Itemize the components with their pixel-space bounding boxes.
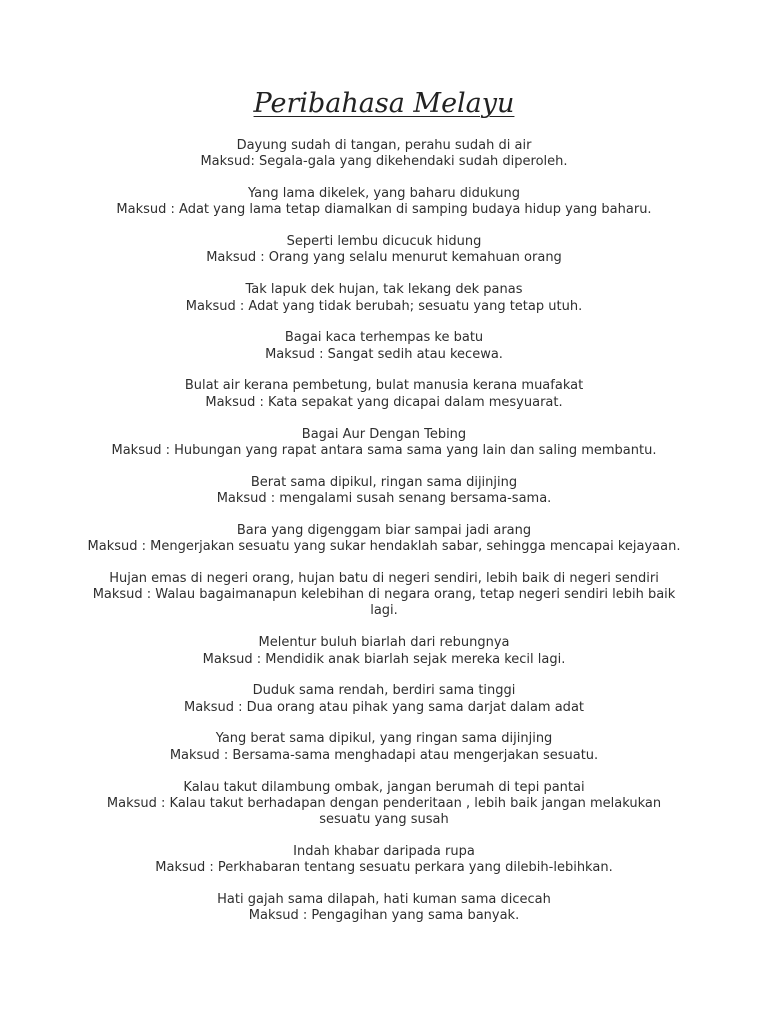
proverb-meaning: Maksud : Adat yang lama tetap diamalkan di samping budaya hidup yang baharu.: [116, 202, 652, 218]
list-item: [86, 731, 682, 764]
list-item: [86, 571, 682, 620]
list-item: [86, 780, 682, 829]
list-item: [86, 186, 682, 219]
proverb-text: Dayung sudah di tangan, perahu sudah di air: [236, 138, 532, 153]
proverb-text: Berat sama dipikul, ringan sama dijinjing: [250, 474, 518, 490]
list-item: [86, 683, 682, 716]
list-item: [86, 138, 682, 171]
proverb-meaning: Maksud : Mengerjakan sesuatu yang sukar hendaklah sabar, sehingga mencapai kejayaan.: [87, 539, 681, 555]
list-item: [86, 892, 682, 925]
proverb-meaning: Maksud : Bersama-sama menghadapi atau mengerjakan sesuatu.: [169, 747, 599, 763]
proverb-meaning: Maksud : Kata sepakat yang dicapai dalam mesyuarat.: [205, 394, 563, 410]
list-item: [86, 635, 682, 668]
list-item: [86, 844, 682, 877]
proverb-meaning: Maksud : Mendidik anak biarlah sejak mereka kecil lagi.: [202, 651, 566, 667]
proverb-meaning: Maksud : Perkhabaran tentang sesuatu perkara yang dilebih-lebihkan.: [155, 860, 613, 876]
proverb-meaning: Maksud : Kalau takut berhadapan dengan penderitaan , lebih baik jangan melakukan sesuatu yang susah: [106, 795, 662, 828]
proverb-text: Tak lapuk dek hujan, tak lekang dek panas: [245, 282, 523, 298]
proverb-text: Bagai Aur Dengan Tebing: [301, 426, 467, 442]
page-title: Peribahasa Melayu: [253, 88, 515, 119]
proverb-meaning: Maksud: Segala-gala yang dikehendaki sudah diperoleh.: [200, 154, 568, 170]
proverb-text: Hujan emas di negeri orang, hujan batu di negeri sendiri, lebih baik di negeri sendiri: [109, 570, 659, 586]
proverb-text: Duduk sama rendah, berdiri sama tinggi: [252, 683, 516, 699]
proverb-meaning: Maksud : Adat yang tidak berubah; sesuatu yang tetap utuh.: [185, 298, 583, 314]
proverb-meaning: Maksud : Pengagihan yang sama banyak.: [248, 908, 520, 924]
proverb-text: Bagai kaca terhempas ke batu: [284, 330, 484, 346]
proverb-text: Hati gajah sama dilapah, hati kuman sama dicecah: [217, 892, 551, 907]
proverb-text: Bara yang digenggam biar sampai jadi arang: [236, 522, 532, 538]
proverb-list: [86, 138, 682, 940]
list-item: [86, 523, 682, 556]
proverb-meaning: Maksud : Orang yang selalu menurut kemahuan orang: [206, 250, 562, 266]
proverb-text: Yang lama dikelek, yang baharu didukung: [247, 186, 521, 202]
proverb-text: Kalau takut dilambung ombak, jangan berumah di tepi pantai: [183, 779, 585, 795]
proverb-meaning: Maksud : Hubungan yang rapat antara sama sama yang lain dan saling membantu.: [111, 442, 657, 458]
proverb-text: Yang berat sama dipikul, yang ringan sama dijinjing: [215, 731, 553, 747]
proverb-text: Bulat air kerana pembetung, bulat manusia kerana muafakat: [184, 378, 584, 394]
proverb-meaning: Maksud : mengalami susah senang bersama-sama.: [216, 490, 552, 506]
list-item: [86, 378, 682, 411]
list-item: [86, 282, 682, 315]
list-item: [86, 475, 682, 508]
proverb-text: Melentur buluh biarlah dari rebungnya: [258, 635, 510, 651]
proverb-text: Indah khabar daripada rupa: [293, 843, 475, 859]
list-item: [86, 234, 682, 267]
proverb-text: Seperti lembu dicucuk hidung: [286, 234, 482, 250]
proverb-meaning: Maksud : Sangat sedih atau kecewa.: [265, 346, 503, 362]
list-item: [86, 427, 682, 460]
proverb-meaning: Maksud : Dua orang atau pihak yang sama darjat dalam adat: [183, 699, 585, 715]
list-item: [86, 330, 682, 363]
proverb-meaning: Maksud : Walau bagaimanapun kelebihan di negara orang, tetap negeri sendiri lebih baik lagi.: [92, 587, 676, 619]
